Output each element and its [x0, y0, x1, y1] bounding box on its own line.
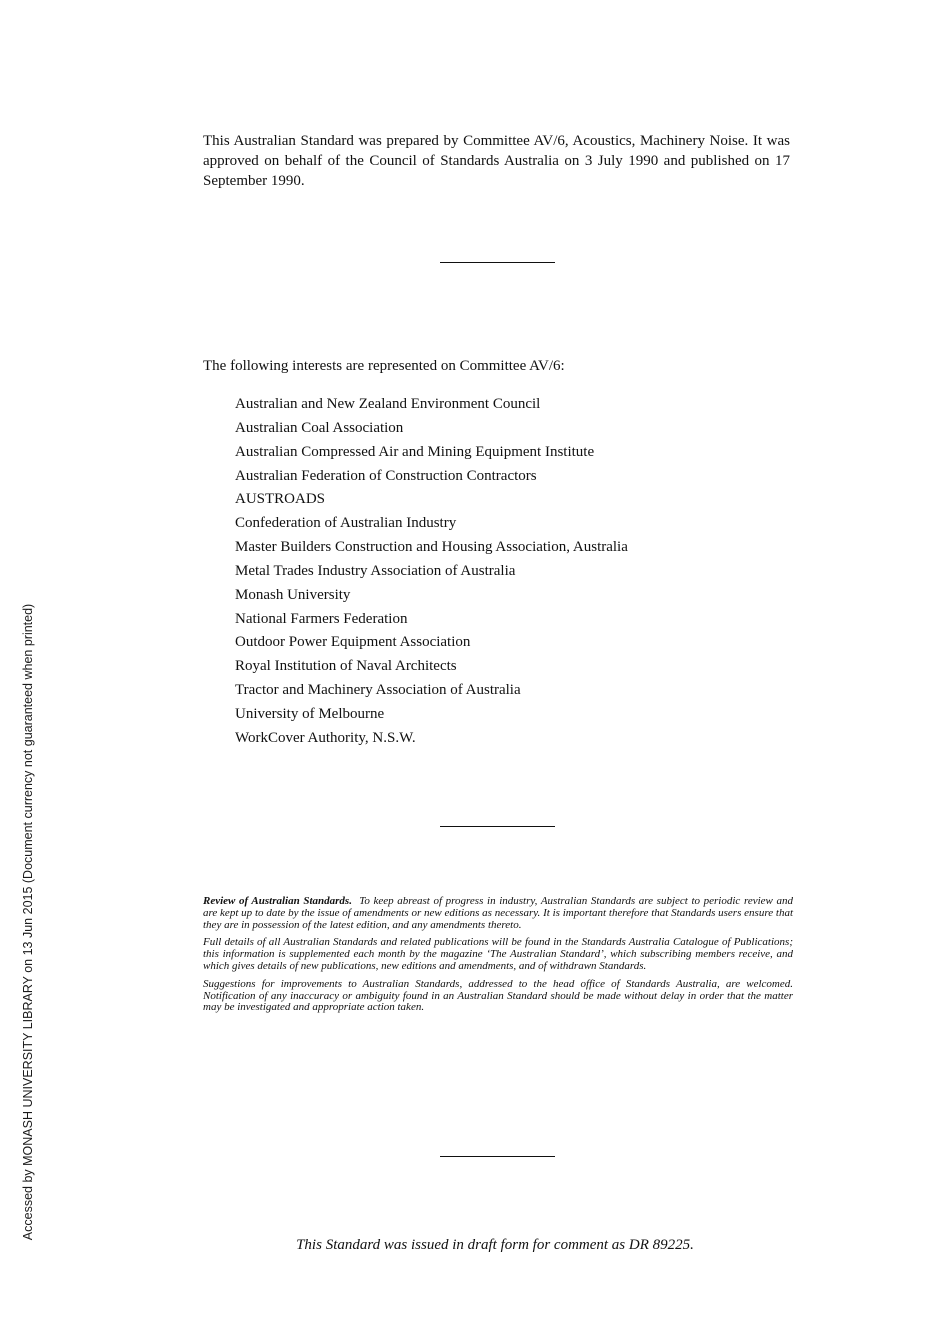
draft-note: This Standard was issued in draft form for comment as DR 89225. [296, 1237, 694, 1253]
list-item: Australian Compressed Air and Mining Equipment Institute [235, 443, 595, 460]
list-item: Australian Federation of Construction Contractors [235, 467, 537, 484]
section-divider [440, 1156, 555, 1157]
list-item: University of Melbourne [235, 705, 385, 722]
list-item: Australian and New Zealand Environment Council [235, 396, 541, 412]
review-paragraph [203, 896, 793, 931]
access-watermark: Accessed by MONASH UNIVERSITY LIBRARY on 13 Jun 2015 (Document currency not guaranteed when printed) [21, 603, 35, 1241]
member-list [235, 393, 628, 751]
list-item: National Farmers Federation [235, 610, 408, 627]
list-item: WorkCover Authority, N.S.W. [235, 729, 416, 746]
committee-intro: This Australian Standard was prepared by Committee AV/6, Acoustics, Machinery Noise. It was approved on behalf of the Council of Standards Australia on 3 July 1990 and published on 17 September 1990. [203, 133, 790, 189]
section-divider [440, 262, 555, 263]
interests-heading: The following interests are represented on Committee AV/6: [203, 358, 565, 374]
review-title: Review of Australian Standards. [203, 895, 352, 907]
list-item: Outdoor Power Equipment Association [235, 634, 471, 651]
list-item: Master Builders Construction and Housing Association, Australia [235, 539, 628, 556]
section-divider [440, 826, 555, 827]
suggestions-paragraph: Suggestions for improvements to Australian Standards, addressed to the head office of Standards Australia, are welcomed. Notification of any inaccuracy or ambiguity found in an Australian Standard should be made without delay in order that the matter may be investigated and appropriate action taken. [203, 977, 793, 1014]
review-text: To keep abreast of progress in industry, Australian Standards are subject to periodic review and are kept up to date by the issue of amendments or new editions as necessary. It is important therefore that Standards users ensure that they are in possession of the latest edition, and any amendments thereto. [203, 895, 793, 931]
list-item: Australian Coal Association [235, 419, 404, 436]
list-item: Metal Trades Industry Association of Australia [235, 562, 516, 579]
review-notice [203, 896, 793, 1020]
catalogue-paragraph: Full details of all Australian Standards and related publications will be found in the Standards Australia Catalogue of Publications; this information is supplemented each month by the magazine ‘The Australian Standard’, which subscribing members receive, and which gives details of new publications, new editions and amendments, and of withdrawn Standards. [203, 936, 793, 972]
list-item: Confederation of Australian Industry [235, 515, 457, 532]
list-item: Monash University [235, 586, 351, 603]
list-item: Royal Institution of Naval Architects [235, 658, 457, 675]
list-item: Tractor and Machinery Association of Australia [235, 682, 521, 699]
list-item: AUSTROADS [235, 491, 326, 508]
